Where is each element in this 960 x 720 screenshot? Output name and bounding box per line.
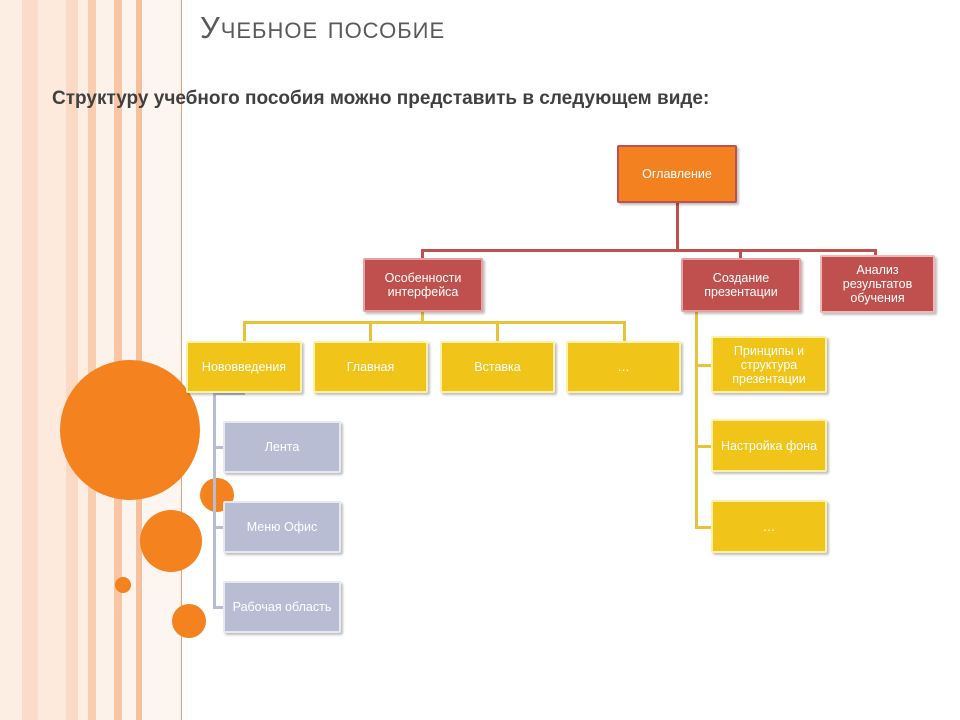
connector-novo-spine (213, 392, 216, 608)
circle-small-2 (172, 604, 206, 638)
stripe-2 (22, 0, 38, 720)
connector-root-down (676, 203, 679, 251)
node-menu-ofis[interactable]: Меню Офис (223, 501, 341, 553)
connector-drop-novo (243, 321, 246, 341)
node-nastroyka-fona[interactable]: Настройка фона (711, 419, 827, 472)
node-osobennosti-interfeysa[interactable]: Особенности интерфейса (363, 258, 483, 312)
circle-large (60, 360, 200, 500)
node-principy-struktura[interactable]: Принципы и структура презентации (711, 336, 827, 393)
circle-tiny (115, 577, 131, 593)
connector-drop-glavnaya (369, 321, 372, 341)
node-oglavlenie[interactable]: Оглавление (617, 145, 737, 203)
connector-drop-ellipsis (623, 321, 626, 341)
connector-root-bus (421, 249, 876, 252)
node-novovvedeniya[interactable]: Нововведения (186, 341, 302, 393)
circle-medium (140, 510, 202, 572)
connector-pres-spine (695, 312, 698, 527)
node-lenta[interactable]: Лента (223, 421, 341, 473)
node-presentation-ellipsis[interactable]: … (711, 500, 827, 553)
node-analiz-rezultatov[interactable]: Анализ результатов обучения (820, 255, 935, 313)
node-vstavka[interactable]: Вставка (440, 341, 555, 393)
node-sozdanie-prezentacii[interactable]: Создание презентации (681, 258, 801, 312)
node-glavnaya[interactable]: Главная (313, 341, 428, 393)
node-rabochaya-oblast[interactable]: Рабочая область (223, 581, 341, 633)
slide-subtitle: Структуру учебного пособия можно представить в следующем виде: (52, 88, 710, 109)
connector-drop-vstavka (496, 321, 499, 341)
node-interface-ellipsis[interactable]: … (566, 341, 681, 393)
stripe-1 (0, 0, 22, 720)
connector-interface-bus (243, 321, 626, 324)
page-title: Учебное пособие (200, 10, 446, 45)
